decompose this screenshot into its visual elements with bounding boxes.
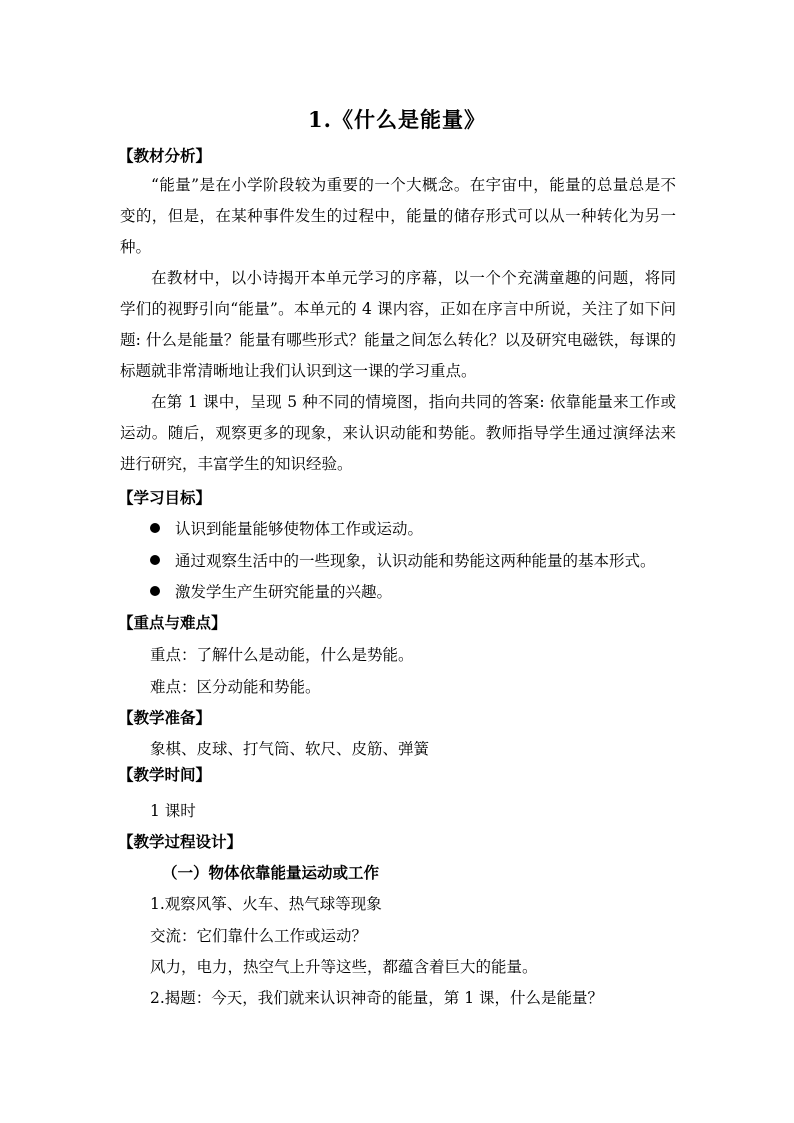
process-line: 2.揭题：今天，我们就来认识神奇的能量，第 1 课，什么是能量？ — [150, 989, 604, 1007]
goal-item-text: 激发学生产生研究能量的兴趣。 — [175, 583, 393, 601]
heading-keypoints: 【重点与难点】 — [118, 613, 227, 632]
analysis-paragraph-2: 在教材中，以小诗揭开本单元学习的序幕，以一个个充满童趣的问题，将同学们的视野引向“能量”。本单元的 4 课内容，正如在序言中所说，关注了如下问题: 什么是能量？能量有哪些形式？能量之间怎么转化？以及研究电磁铁，每课的标题就非常清晰地让我们认识到这一课的学习重点。 — [120, 269, 676, 380]
bullet-icon — [150, 586, 160, 596]
preparation-text: 象棋、皮球、打气筒、软尺、皮筋、弹簧 — [150, 740, 430, 758]
process-line: 交流：它们靠什么工作或运动？ — [150, 927, 368, 945]
goal-item-text: 认识到能量能够使物体工作或运动。 — [175, 520, 424, 538]
process-line: 风力，电力，热空气上升等这些，都蕴含着巨大的能量。 — [150, 958, 538, 976]
analysis-paragraph-3: 在第 1 课中，呈现 5 种不同的情境图，指向共同的答案: 依靠能量来工作或运动。随后，观察更多的现象，来认识动能和势能。教师指导学生通过演绎法来进行研究，丰富学生的知识经验。 — [120, 393, 676, 473]
heading-analysis: 【教材分析】 — [118, 146, 212, 165]
heading-goals: 【学习目标】 — [118, 488, 212, 507]
process-line: 1.观察风筝、火车、热气球等现象 — [150, 895, 382, 913]
keypoint-focus: 重点：了解什么是动能，什么是势能。 — [150, 646, 414, 664]
analysis-paragraph-1: “能量”是在小学阶段较为重要的一个大概念。在宇宙中，能量的总量总是不变的，但是，在某种事件发生的过程中，能量的储存形式可以从一种转化为另一种。 — [120, 176, 676, 256]
goal-item — [150, 517, 423, 539]
goal-item — [150, 549, 656, 571]
goal-item — [150, 580, 392, 602]
heading-process: 【教学过程设计】 — [118, 832, 243, 851]
bullet-icon — [150, 555, 160, 565]
keypoint-difficulty: 难点：区分动能和势能。 — [150, 678, 321, 696]
heading-time: 【教学时间】 — [118, 765, 212, 784]
bullet-icon — [150, 523, 160, 533]
goal-item-text: 通过观察生活中的一些现象，认识动能和势能这两种能量的基本形式。 — [175, 552, 656, 570]
page-title: 1.《什么是能量》 — [308, 107, 486, 132]
process-subheading: （一）物体依靠能量运动或工作 — [162, 863, 380, 882]
time-text: 1 课时 — [150, 802, 196, 820]
heading-preparation: 【教学准备】 — [118, 708, 212, 727]
